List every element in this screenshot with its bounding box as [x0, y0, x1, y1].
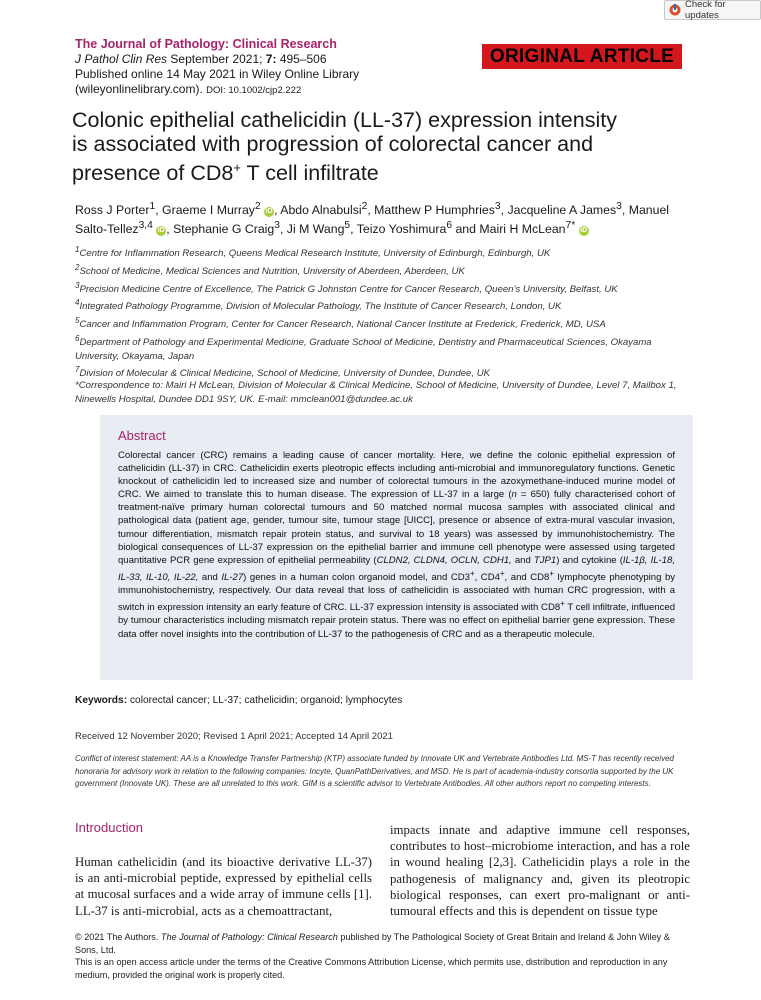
title-sup: +: [233, 160, 241, 175]
copyright-line: [75, 931, 690, 956]
abstract-text: Colorectal cancer (CRC) remains a leading cause of cancer mortality. Here, we define the colonic epithelial expression of cathelicidin (LL-37) in CRC. Cathelicidin exerts pleotropic effects including anti-microbial and immunoregulatory functions. Genetic knockout of cathelicidin led to increased size and number of colorectal tumours in the azoxymethane-induced murine model of CRC. We aimed to translate this to human disease. The expression of LL-37 in a large (: [118, 450, 675, 501]
affiliation-text: Division of Molecular & Clinical Medicine, School of Medicine, University of Dundee, Dundee, UK: [79, 368, 491, 380]
author-affil-sup: 2: [361, 201, 368, 212]
abstract-text: and: [511, 554, 534, 566]
keywords-text: colorectal cancer; LL-37; cathelicidin; organoid; lymphocytes: [129, 695, 403, 706]
affiliation-num: 5: [75, 316, 80, 326]
published-line: Published online 14 May 2021 in Wiley Online Library: [75, 67, 360, 81]
citation-line: [75, 52, 327, 67]
affiliation-text: Department of Pathology and Experimental Medicine, Graduate School of Medicine, Dentistry and Pharmaceutical Sciences, Okayama University, Okayama, Japan: [75, 337, 652, 362]
check-for-updates-button[interactable]: [664, 0, 761, 20]
affiliation-num: 3: [75, 280, 80, 290]
author-affil-sup: 1: [149, 201, 156, 212]
author-affil-sup: 3: [616, 201, 622, 212]
author-affil-sup: 3: [274, 220, 280, 232]
abstract-text: T cell infiltrate, influenced by tumour characteristics including mismatch repair protein status. There was no effect on epithelial barrier gene expression. These data offer novel insights into the contribution of LL-37 to the pathogenesis of CRC and as a therapeutic molecule.: [118, 602, 676, 640]
abstract-text: , and CD8: [504, 572, 550, 584]
affiliations: [75, 243, 695, 381]
keywords: [75, 695, 695, 706]
author[interactable]: Matthew P Humphries: [374, 203, 495, 218]
abstract-sup: +: [549, 568, 554, 578]
affiliation-num: 6: [75, 333, 80, 343]
affiliation-text: Precision Medicine Centre of Excellence, The Patrick G Johnston Centre for Cancer Research, Queen’s University, Belfast, UK: [79, 283, 618, 295]
citation-pages: 495–506: [279, 52, 327, 66]
author[interactable]: Teizo Yoshimura: [356, 222, 447, 237]
author[interactable]: Ji M Wang: [286, 222, 345, 237]
conflict-of-interest: Conflict of interest statement: AA is a Knowledge Transfer Partnership (KTP) associate funded by Innovate UK and Vertebrate Antibodies Ltd. MS-T has recently received honoraria for advisory work in relation to the following companies: Incyte, QuanPathDerivatives, and MSD. He is part of academia-industry consortia supported by the UK government (Innovate UK). These are all unrelated to this work. GIM is a scientific advisor to Vertebrate Antibodies. All other authors report no competing interests.: [75, 754, 674, 788]
license-line: This is an open access article under the terms of the Creative Commons Attribution License, which permits use, distribution and reproduction in any medium, provided the original work is properly cited.: [75, 957, 668, 980]
library-line: [75, 82, 301, 98]
author[interactable]: Jacqueline A James: [507, 203, 617, 218]
copyright-pre: © 2021 The Authors.: [75, 932, 161, 942]
doi[interactable]: DOI: 10.1002/cjp2.222: [206, 85, 302, 96]
author-affil-sup: 3,4: [138, 220, 153, 232]
abstract-var: n: [511, 489, 517, 501]
abstract-text: and: [198, 572, 222, 584]
title-line-3-post: T cell infiltrate: [240, 161, 379, 186]
author-affil-sup: 6: [446, 220, 453, 232]
affiliation-item: [75, 261, 695, 279]
abstract-sup: +: [560, 599, 565, 609]
author[interactable]: Abdo Alnabulsi: [280, 203, 362, 218]
article-type-badge: ORIGINAL ARTICLE: [482, 44, 682, 69]
article-title: [72, 108, 672, 185]
affiliation-text: School of Medicine, Medical Sciences and Nutrition, University of Aberdeen, Aberdeen, UK: [79, 265, 465, 277]
keywords-label: Keywords:: [75, 695, 128, 706]
author-affil-sup: 2: [254, 201, 261, 212]
author[interactable]: Stephanie G Craig: [173, 222, 275, 237]
correspondence: *Correspondence to: Mairi H McLean, Division of Molecular & Clinical Medicine, School of Medicine, University of Dundee, Level 7, Mailbox 1, Ninewells Hospital, Dundee DD1 9SY, UK. E-mail: mmclean001@dundee.ac.uk: [75, 380, 677, 405]
affiliation-item: [75, 332, 695, 363]
journal-name: The Journal of Pathology: Clinical Research: [75, 37, 337, 51]
abstract-body: [118, 449, 675, 641]
affiliation-num: 4: [75, 298, 80, 308]
abstract-genes: IL-27: [221, 572, 244, 584]
citation-date: September 2021;: [170, 52, 263, 66]
affiliation-item: [75, 279, 695, 297]
affiliation-item: [75, 314, 695, 332]
affiliation-text: Centre for Inflammation Research, Queens Medical Research Institute, University of Edinburgh, Edinburgh, UK: [79, 248, 551, 260]
affiliation-item: [75, 243, 695, 261]
orcid-icon[interactable]: iD: [265, 208, 273, 216]
author[interactable]: Graeme I Murray: [162, 203, 255, 218]
author-conjunction: and: [455, 222, 476, 237]
author[interactable]: Mairi H McLean: [479, 222, 566, 237]
affiliation-num: 2: [75, 262, 80, 272]
abstract-text: = 650) fully characterised cohort of treatment-naïve primary human colorectal tumours and 50 matched normal mucosa samples with associated clinical and pathological data (patient age, gender, tumour site, tumour stage [UICC], presence or absence of extra-mural vascular invasion, tumour differentiation, mismatch repair protein status, and survival to 18 years) was assessed by immunohistochemistry. The biological consequences of LL-37 expression on the epithelial barrier and immune cell phenotype were assessed using targeted quantitative PCR gene expression of epithelial permeability (: [118, 489, 675, 566]
orcid-icon[interactable]: iD: [580, 227, 588, 235]
author-affil-sup: 5: [344, 220, 351, 232]
abstract-text: lymphocyte phenotyping by immunohistochemistry, respectively. Our data reveal that loss of cathelicidin is associated with human CRC progression, with a switch in expression intensity an early feature of CRC. LL-37 expression intensity is associated with CD8: [118, 572, 676, 614]
affiliation-item: [75, 296, 695, 314]
abstract-sup: +: [499, 568, 505, 578]
copyright-post: published by The Pathological Society of Great Britain and Ireland & John Wiley & Sons, Ltd.: [75, 932, 670, 955]
abstract-genes: TJP1: [533, 554, 557, 566]
abstract-sup: +: [469, 568, 475, 578]
received-dates: Received 12 November 2020; Revised 1 April 2021; Accepted 14 April 2021: [75, 731, 393, 742]
affiliation-num: 1: [75, 245, 80, 254]
author-affil-sup: 3: [494, 201, 501, 212]
check-updates-icon: [669, 4, 681, 16]
abstract-genes: IL-1β, IL-18, IL-33, IL-10, IL-22,: [118, 554, 675, 584]
orcid-icon[interactable]: iD: [157, 227, 165, 235]
abstract-heading: Abstract: [118, 428, 166, 443]
title-line-3: [72, 156, 672, 185]
author-affil-sup: 7*: [565, 220, 576, 232]
author[interactable]: Manuel Salto-Tellez: [75, 203, 670, 237]
affiliation-num: 7: [75, 365, 80, 375]
author-list: Ross J Porter$^1$, Graeme I Murray$^2$ iD , Abdo Alnabulsi$^2$, Matthew P Humphries$^3$, Jacqueline A James$^3$, Manuel Salto-Tellez$^{3,4}$ iD , Stephanie G Craig$^3$, Ji M Wang$^5$, Teizo Yoshimura$^6$ and Mairi H McLean$^{7*}$ iD: [75, 201, 670, 237]
check-updates-label: Check for updates: [685, 0, 726, 21]
title-line-2: is associated with progression of colorectal cancer and: [72, 132, 594, 156]
copyright-journal: The Journal of Pathology: Clinical Research: [160, 932, 338, 942]
intro-column-right: impacts innate and adaptive immune cell responses, contributes to host–microbiome interaction, and has a role in wound healing [2,3]. Cathelicidin plays a role in the pathogenesis of malignancy and, given its pleotropic biological responses, can exert pro-malignant or anti-tumoural effects and this is dependent on tissue type: [390, 823, 690, 919]
citation-volume: 7:: [265, 52, 277, 66]
abstract-text: ) and cytokine (: [556, 554, 623, 566]
affiliation-text: Integrated Pathology Programme, Division of Molecular Pathology, The Institute of Cancer Research, London, UK: [79, 301, 562, 313]
introduction-heading: Introduction: [75, 820, 143, 835]
citation-journal: J Pathol Clin Res: [75, 52, 168, 66]
intro-column-left: Human cathelicidin (and its bioactive derivative LL-37) is an anti-microbial peptide, expressed by epithelial cells at mucosal surfaces and a wide array of immune cells [1]. LL-37 is anti-microbial, acts as a chemoattractant,: [75, 855, 372, 918]
abstract-text: ) genes in a human colon organoid model, and CD3: [243, 572, 470, 584]
abstract-text: , CD4: [474, 572, 500, 584]
copyright-footer: [75, 931, 690, 981]
affiliation-text: Cancer and Inflammation Program, Center for Cancer Research, National Cancer Institute at Frederick, Frederick, MD, USA: [79, 319, 606, 331]
title-line-1: Colonic epithelial cathelicidin (LL-37) expression intensity: [72, 108, 617, 132]
abstract-genes: CLDN2, CLDN4, OCLN, CDH1,: [376, 554, 512, 566]
library-url[interactable]: (wileyonlinelibrary.com).: [75, 82, 203, 96]
title-line-3-pre: presence of CD8: [72, 161, 234, 186]
author[interactable]: Ross J Porter: [75, 203, 150, 218]
